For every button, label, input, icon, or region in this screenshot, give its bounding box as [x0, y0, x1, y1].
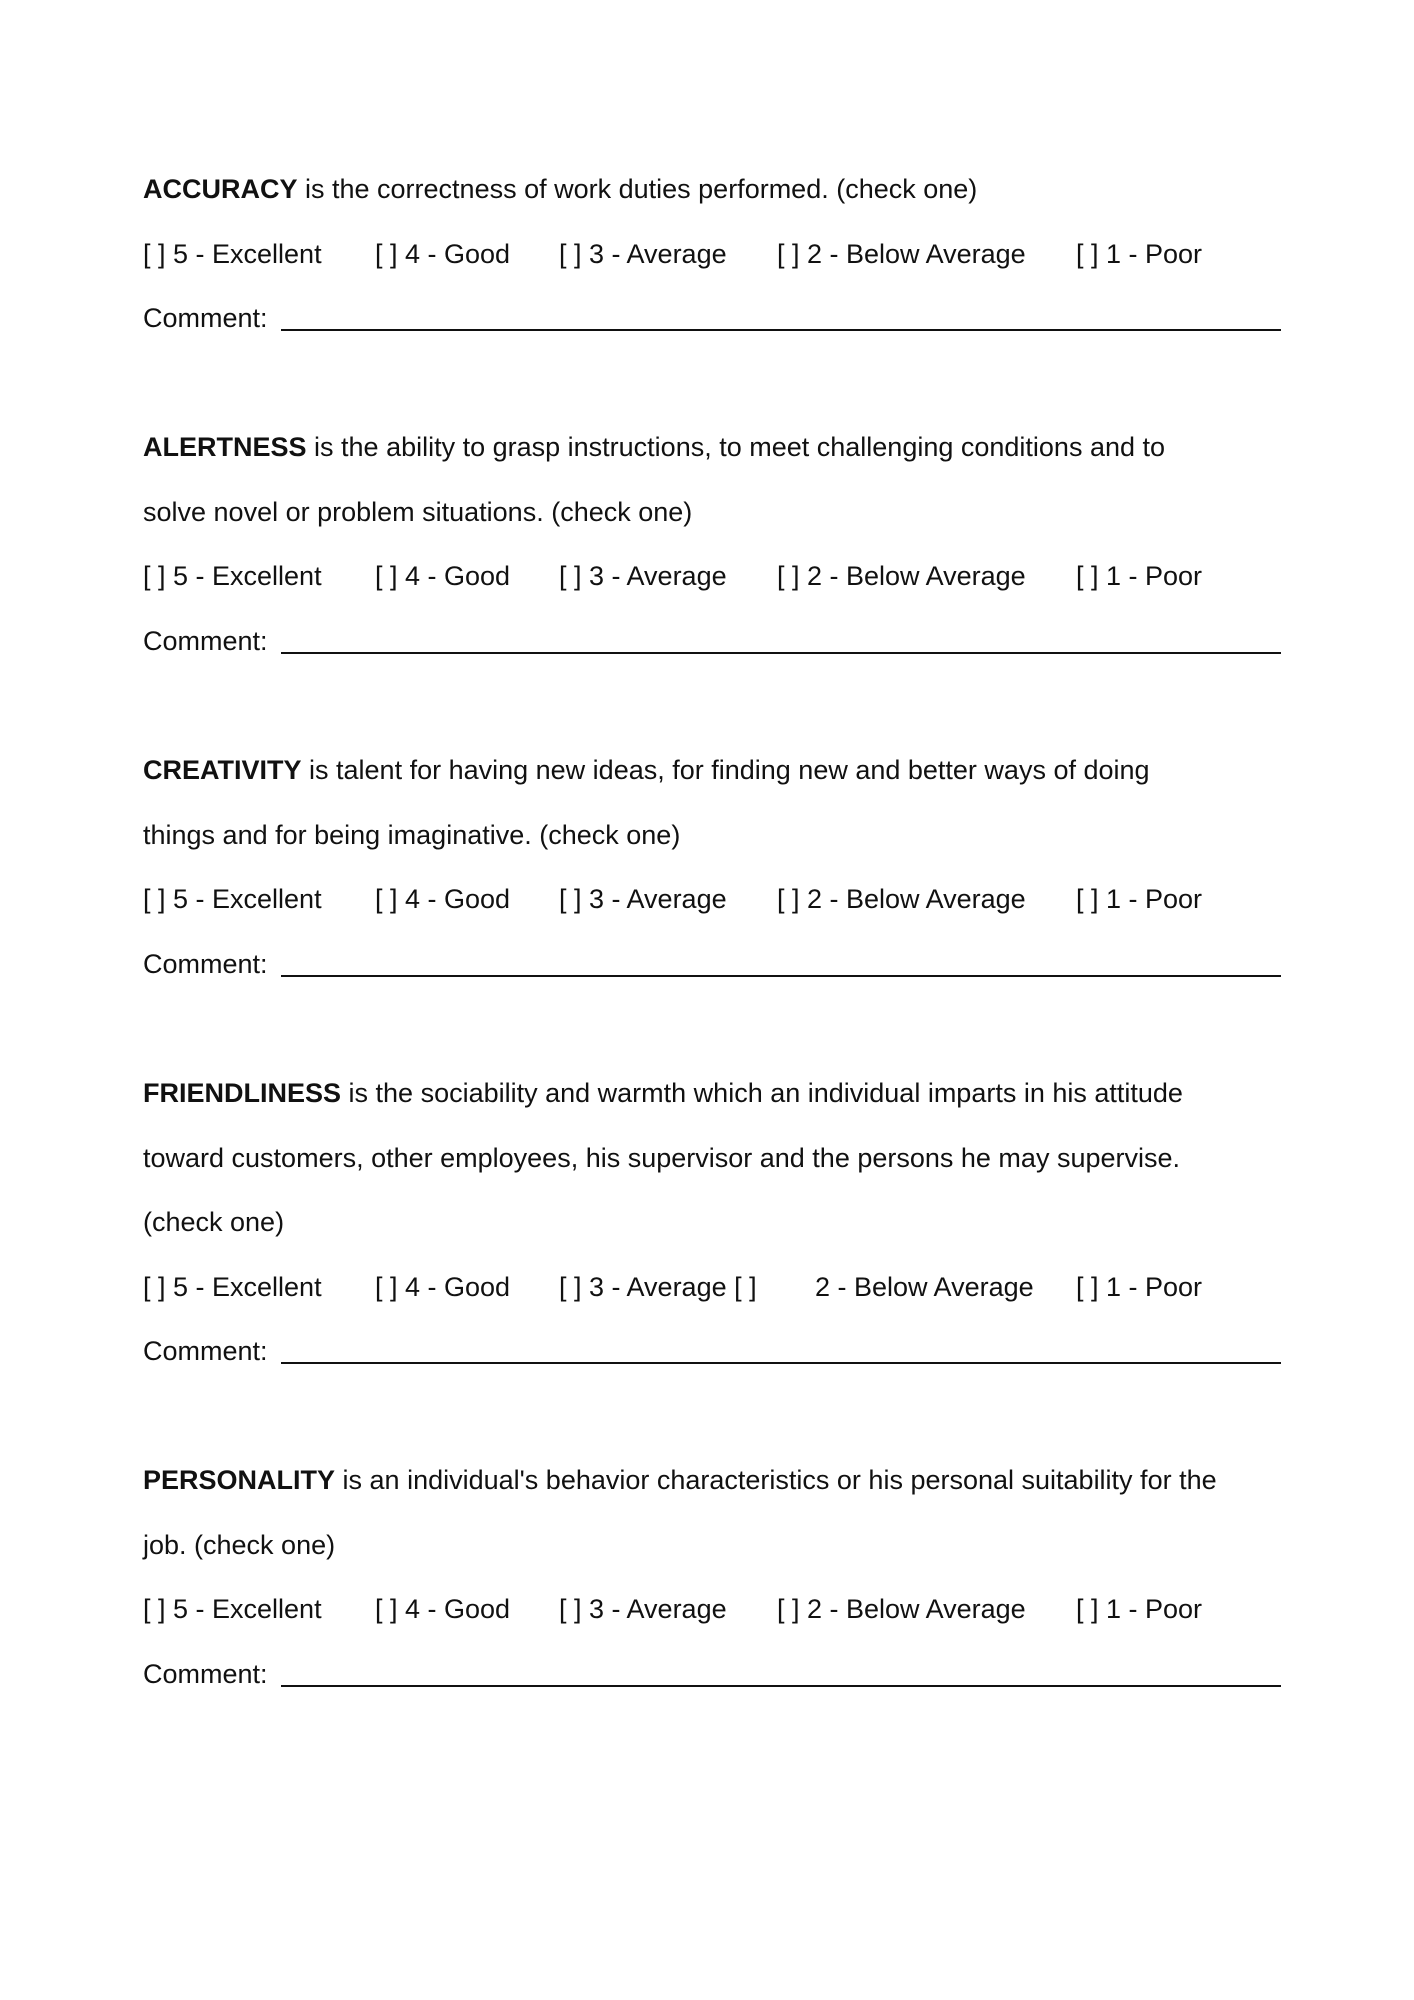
comment-row	[143, 1331, 1283, 1371]
definition-line: job. (check one)	[143, 1530, 336, 1560]
comment-line[interactable]	[281, 652, 1281, 654]
comment-row	[143, 621, 1283, 661]
rating-option-2[interactable]: [ ] 2 - Below Average	[777, 1594, 1026, 1624]
comment-label: Comment:	[143, 303, 268, 333]
rating-option-1[interactable]: [ ] 1 - Poor	[1076, 239, 1203, 269]
definition-line	[143, 750, 1150, 790]
rating-options	[143, 556, 1283, 596]
rating-option-3[interactable]: [ ] 3 - Average	[559, 561, 727, 591]
definition-text: is an individual's behavior characteristics or his personal suitability for the	[335, 1465, 1217, 1495]
rating-option-2[interactable]: [ ] 2 - Below Average	[777, 884, 1026, 914]
rating-options	[143, 234, 1283, 274]
rating-option-5[interactable]: [ ] 5 - Excellent	[143, 561, 322, 591]
rating-option-2[interactable]: [ ] 2 - Below Average	[777, 239, 1026, 269]
comment-row	[143, 944, 1283, 984]
term-label: CREATIVITY	[143, 755, 302, 785]
rating-option-5[interactable]: [ ] 5 - Excellent	[143, 884, 322, 914]
rating-options	[143, 1267, 1283, 1307]
comment-line[interactable]	[281, 1362, 1281, 1364]
rating-options	[143, 1589, 1283, 1629]
comment-row	[143, 1654, 1283, 1694]
rating-option-4[interactable]: [ ] 4 - Good	[375, 1594, 511, 1624]
comment-row	[143, 298, 1283, 338]
definition-line: toward customers, other employees, his supervisor and the persons he may supervise.	[143, 1143, 1180, 1173]
definition-line: things and for being imaginative. (check one)	[143, 820, 681, 850]
definition-line	[143, 427, 1165, 467]
rating-option-5[interactable]: [ ] 5 - Excellent	[143, 1594, 322, 1624]
definition-text: is the ability to grasp instructions, to meet challenging conditions and to	[306, 432, 1166, 462]
term-label: ALERTNESS	[143, 432, 307, 462]
definition-line: solve novel or problem situations. (check one)	[143, 497, 693, 527]
rating-option-2[interactable]: 2 - Below Average	[815, 1272, 1034, 1302]
comment-label: Comment:	[143, 1659, 268, 1689]
term-label: PERSONALITY	[143, 1465, 336, 1495]
rating-option-5[interactable]: [ ] 5 - Excellent	[143, 1272, 322, 1302]
definition-text: is the correctness of work duties performed. (check one)	[297, 174, 978, 204]
rating-option-4[interactable]: [ ] 4 - Good	[375, 239, 511, 269]
definition-text: is the sociability and warmth which an individual imparts in his attitude	[341, 1078, 1183, 1108]
term-label: ACCURACY	[143, 174, 298, 204]
rating-option-1[interactable]: [ ] 1 - Poor	[1076, 1594, 1203, 1624]
comment-label: Comment:	[143, 626, 268, 656]
comment-line[interactable]	[281, 1685, 1281, 1687]
comment-label: Comment:	[143, 949, 268, 979]
rating-option-3[interactable]: [ ] 3 - Average	[559, 884, 727, 914]
term-label: FRIENDLINESS	[143, 1078, 342, 1108]
rating-option-1[interactable]: [ ] 1 - Poor	[1076, 1272, 1203, 1302]
definition-line: (check one)	[143, 1207, 285, 1237]
rating-option-4[interactable]: [ ] 4 - Good	[375, 1272, 511, 1302]
rating-option-5[interactable]: [ ] 5 - Excellent	[143, 239, 322, 269]
rating-option-4[interactable]: [ ] 4 - Good	[375, 884, 511, 914]
rating-option-4[interactable]: [ ] 4 - Good	[375, 561, 511, 591]
comment-label: Comment:	[143, 1336, 268, 1366]
comment-line[interactable]	[281, 975, 1281, 977]
comment-line[interactable]	[281, 329, 1281, 331]
rating-option-2[interactable]: [ ] 2 - Below Average	[777, 561, 1026, 591]
definition-text: is talent for having new ideas, for finding new and better ways of doing	[301, 755, 1150, 785]
rating-option-1[interactable]: [ ] 1 - Poor	[1076, 561, 1203, 591]
definition-line	[143, 1073, 1183, 1113]
rating-options	[143, 879, 1283, 919]
definition-line	[143, 169, 977, 209]
rating-option-3[interactable]: [ ] 3 - Average	[559, 1594, 727, 1624]
rating-option-3[interactable]: [ ] 3 - Average [ ]	[559, 1272, 757, 1302]
definition-line	[143, 1460, 1217, 1500]
rating-option-1[interactable]: [ ] 1 - Poor	[1076, 884, 1203, 914]
rating-option-3[interactable]: [ ] 3 - Average	[559, 239, 727, 269]
